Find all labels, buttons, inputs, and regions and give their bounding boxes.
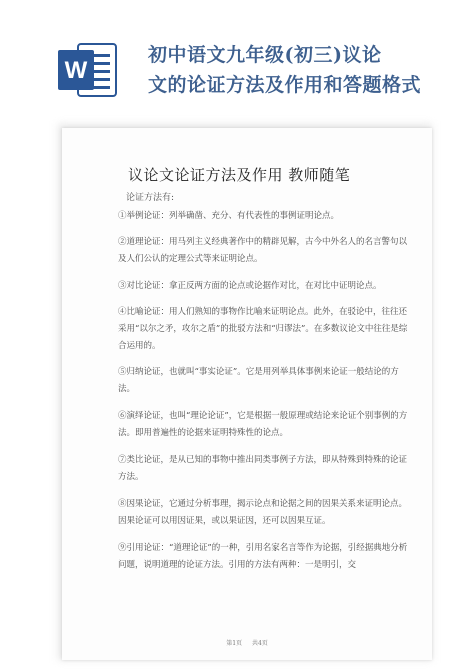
paragraph-contrast-argument: ③对比论证：拿正反两方面的论点或论据作对比，在对比中证明论点。 — [118, 281, 382, 291]
document-subtitle: 论证方法有: — [126, 193, 175, 203]
page-number: 第1页 — [226, 640, 243, 647]
word-icon-letter: W — [64, 57, 88, 84]
paragraph-analogy-argument: ⑦类比论证，是从已知的事物中推出同类事例子方法，即从特殊到特殊的论证方法。 — [118, 455, 408, 482]
word-document-icon — [56, 38, 120, 102]
document-page — [62, 128, 432, 660]
page-title-line-2: 文的论证方法及作用和答题格式 — [148, 74, 422, 96]
paragraph-example-argument: ①举例论证：列举确凿、充分、有代表性的事例证明论点。 — [118, 211, 340, 221]
paragraph-metaphor-argument: ④比喻论证：用人们熟知的事物作比喻来证明论点。此外，在驳论中，往往还采用“以尔之矛，攻尔之盾”的批驳方法和“归谬法”。在多数议论文中往往是综合运用的。 — [118, 307, 408, 351]
page-title-line-1: 初中语文九年级(初三)议论 — [148, 44, 382, 66]
document-title: 议论文论证方法及作用 教师随笔 — [128, 166, 351, 184]
paragraph-reasoning-argument: ②道理论证：用马列主义经典著作中的精辟见解，古今中外名人的名言警句以及人们公认的定理公式等来证明论点。 — [118, 237, 408, 264]
paragraph-causal-argument: ⑧因果论证，它通过分析事理，揭示论点和论据之间的因果关系来证明论点。因果论证可以用因证果，或以果证因，还可以因果互证。 — [118, 499, 408, 526]
paragraph-citation-argument: ⑨引用论证：“道理论证”的一种，引用名家名言等作为论据，引经据典地分析问题，说明道理的论证方法。引用的方法有两种：一是明引，交 — [118, 543, 408, 570]
page-footer — [62, 638, 432, 647]
paragraph-inductive-argument: ⑤归纳论证，也就叫“事实论证”。它是用列举具体事例来论证一般结论的方法。 — [118, 367, 399, 394]
paragraph-deductive-argument: ⑥演绎论证，也叫“理论论证”，它是根据一般原理或结论来论证个别事例的方法。即用普遍性的论据来证明特殊性的论点。 — [118, 411, 408, 438]
page-header — [0, 0, 474, 120]
page-total: 共4页 — [251, 640, 268, 647]
